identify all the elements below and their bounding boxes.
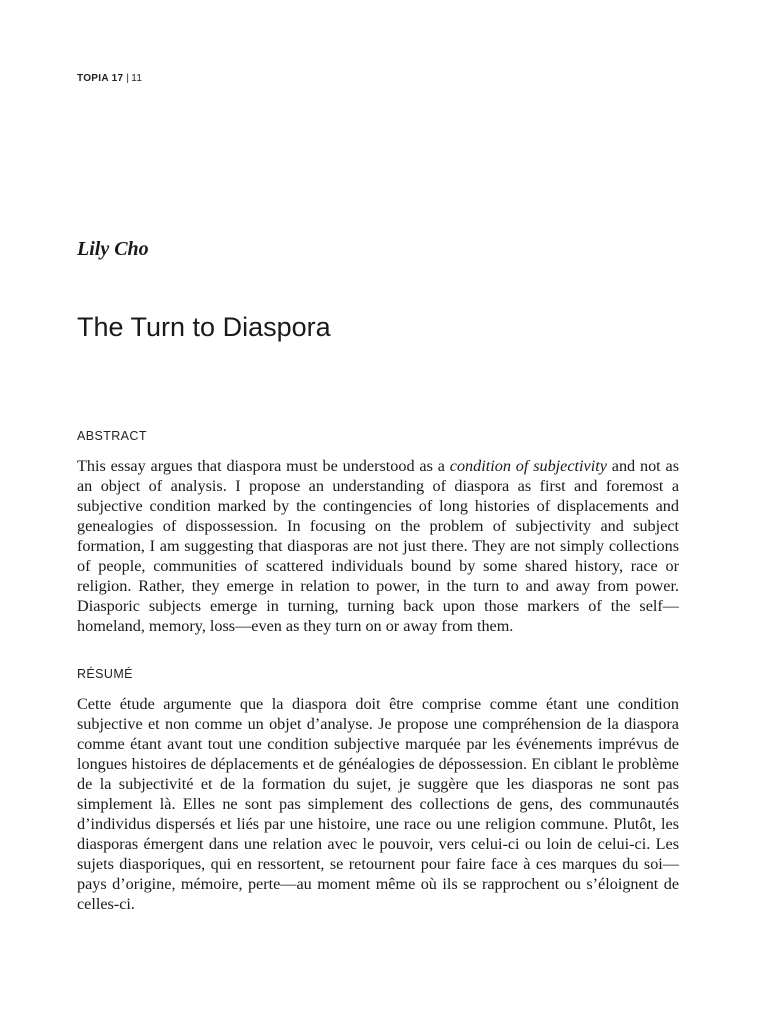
- article-title: The Turn to Diaspora: [77, 312, 331, 342]
- abstract-emphasis: condition of subjectivity: [449, 457, 607, 475]
- running-header: [77, 73, 142, 84]
- resume-paragraph: Cette étude argumente que la diaspora doit être comprise comme étant une condition subjective et non comme un objet d’analyse. Je propose une compréhension de la diaspora comme étant avant tout une condition subjective marquée par les événements imprévus de longues histoires de déplacements et de généalogies de dépossession. En ciblant le problème de la subjectivité et de la formation du sujet, je suggère que les diasporas ne sont pas simplement là. Elles ne sont pas simplement des collections de gens, des communautés d’individus dispersés et liés par une histoire, une race ou une religion commune. Plutôt, les diasporas émergent dans une relation avec le pouvoir, vers celui-ci ou loin de celui-ci. Les sujets diasporiques, qui en ressortent, se retournent pour faire face à ces marques du soi—pays d’origine, mémoire, perte—au moment même où ils se rapprochent ou s’éloignent de celles-ci.: [77, 695, 679, 913]
- page-number: 11: [131, 73, 143, 84]
- abstract-text-end: and not as an object of analysis. I propose an understanding of diaspora as first and foremost a subjective condition marked by the contingencies of long histories of displacements and genealogies of dispossession. In focusing on the problem of subjectivity and subject formation, I am suggesting that diasporas are not just there. They are not simply collections of people, communities of scattered individuals bound by some shared history, race or religion. Rather, they emerge in relation to power, in the turn to and away from power. Diasporic subjects emerge in turning, turning back upon those markers of the self—homeland, memory, loss—even as they turn on or away from them.: [77, 457, 680, 635]
- resume-heading: RÉSUMÉ: [77, 667, 133, 681]
- header-separator: |: [126, 73, 130, 84]
- abstract-text-start: This essay argues that diaspora must be understood as a: [77, 457, 450, 475]
- abstract-paragraph: [77, 457, 679, 637]
- journal-issue: TOPIA 17: [77, 73, 124, 84]
- author-name: Lily Cho: [77, 238, 149, 260]
- abstract-heading: ABSTRACT: [77, 429, 147, 443]
